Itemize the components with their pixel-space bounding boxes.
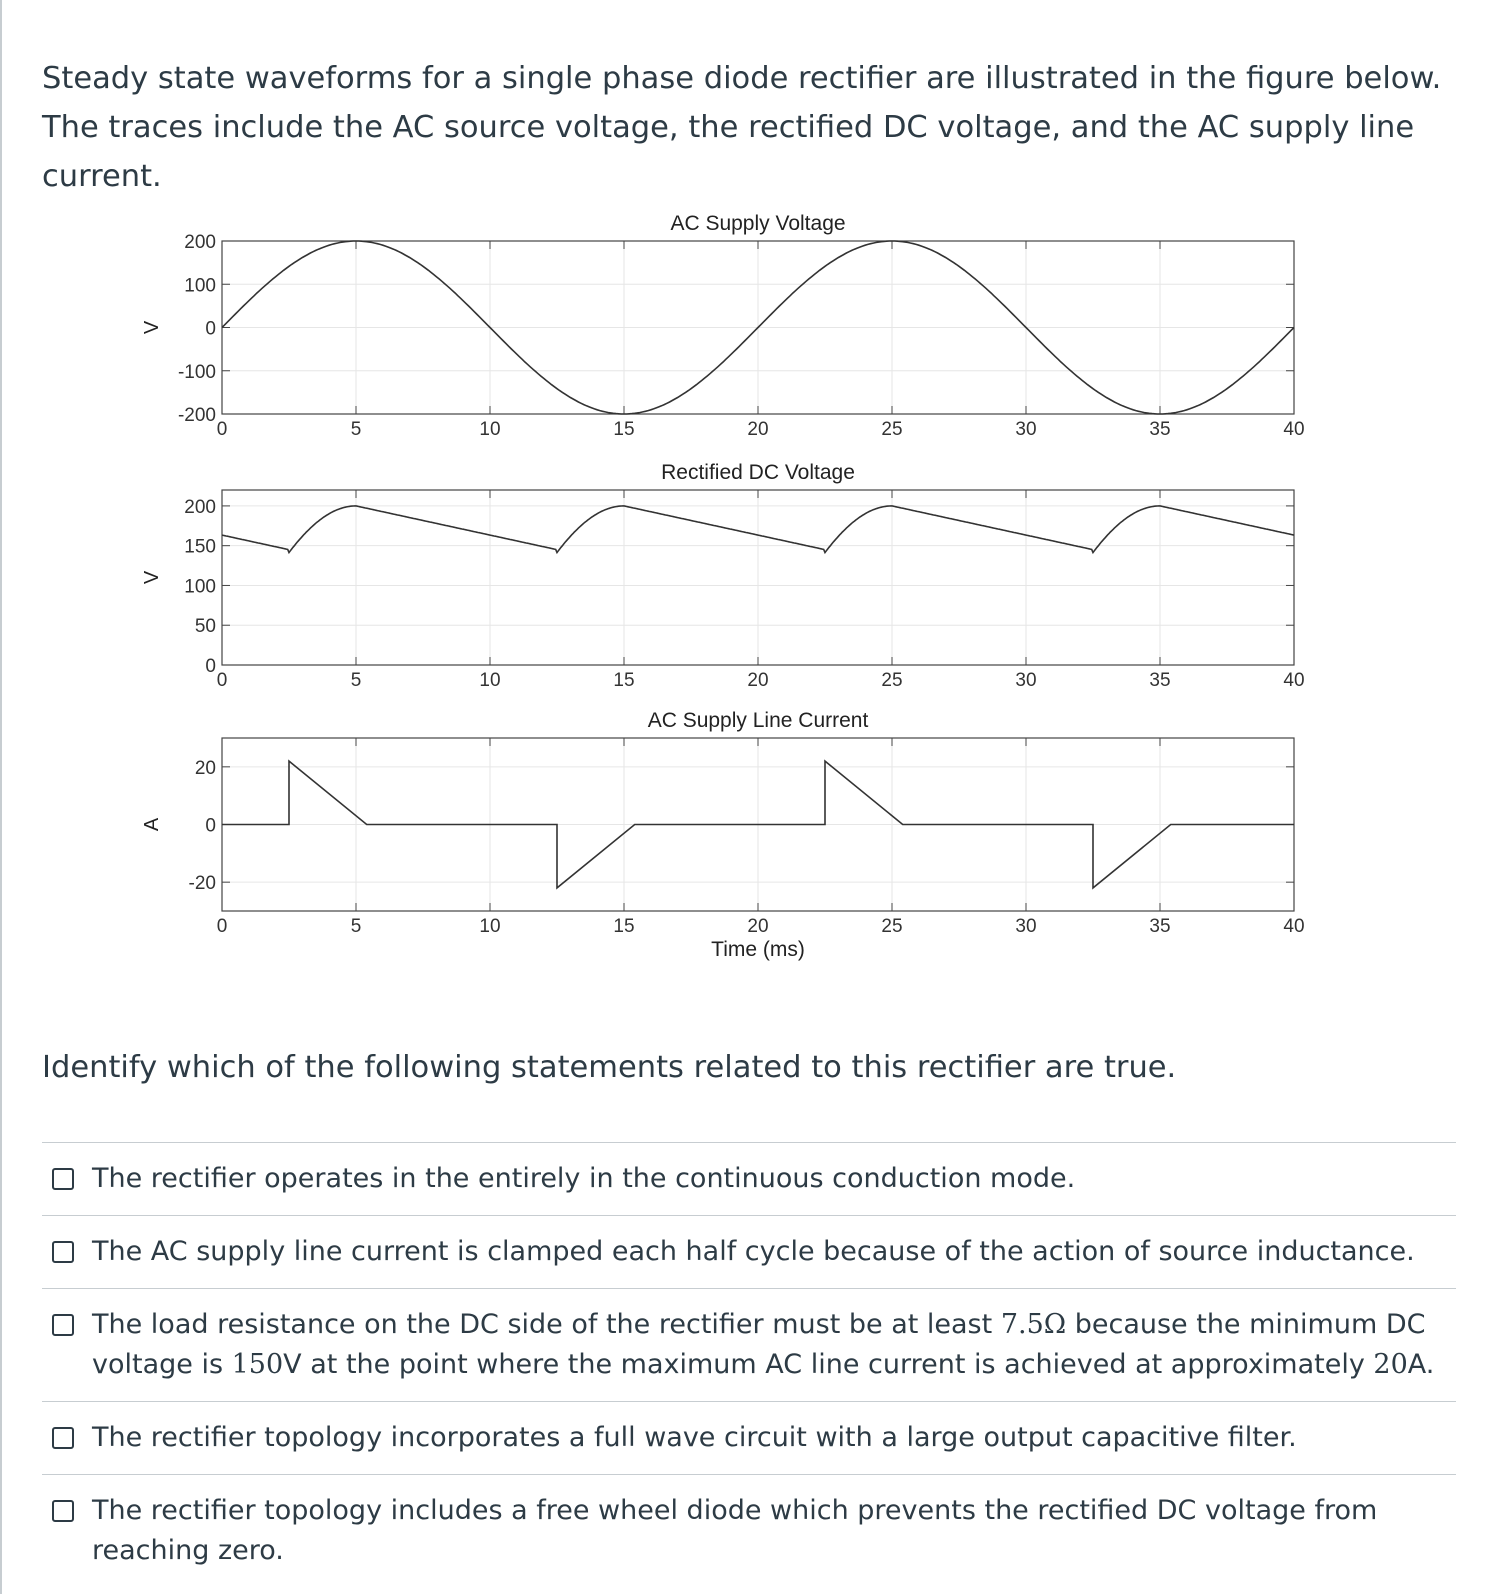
x-tick-label: 5 [350,670,362,691]
answer-option-3[interactable] [42,1288,1456,1401]
chart-title: AC Supply Voltage [670,212,846,235]
x-tick-label: 10 [479,419,501,440]
chart-title: Rectified DC Voltage [661,461,855,484]
x-tick-label: 20 [747,419,769,440]
x-tick-label: 25 [881,670,903,691]
y-tick-label: 150 [184,536,216,558]
x-tick-label: 0 [216,916,228,937]
question-prompt: Identify which of the following statements related to this rectifier are true. [42,1050,1177,1085]
y-tick-label: 50 [194,616,216,638]
question-intro: Steady state waveforms for a single phase diode rectifier are illustrated in the figure below. The traces include the AC source voltage, the rectified DC voltage, and the AC supply line current. [42,61,1442,194]
x-tick-label: 40 [1283,419,1305,440]
x-tick-label: 35 [1149,419,1171,440]
answer-checkbox[interactable] [52,1500,74,1522]
x-tick-label: 15 [613,670,635,691]
answer-option-5[interactable] [42,1474,1456,1587]
y-tick-label: 20 [194,757,216,779]
answer-text: The load resistance on the DC side of the rectifier must be at least 7.5Ω because the minimum DC voltage is 150V at the point where the maximum AC line current is achieved at approximately 20A. [92,1309,1435,1380]
answer-text: The rectifier topology includes a free wheel diode which prevents the rectified DC voltage from reaching zero. [92,1495,1378,1566]
answer-text: The rectifier topology incorporates a full wave circuit with a large output capacitive filter. [92,1422,1297,1453]
x-tick-label: 0 [216,419,228,440]
x-tick-label: 0 [216,670,228,691]
answer-checkbox[interactable] [52,1241,74,1263]
y-axis-label: V [141,320,163,335]
answer-checkbox[interactable] [52,1168,74,1190]
y-tick-label: -200 [177,405,216,426]
y-tick-label: 200 [184,232,216,253]
y-tick-label: -20 [188,873,216,895]
x-tick-label: 25 [881,419,903,440]
chart-panel-1 [141,212,1305,440]
x-tick-label: 15 [613,419,635,440]
x-tick-label: 5 [350,916,362,937]
answer-option-4[interactable] [42,1401,1456,1474]
x-tick-label: 35 [1149,670,1171,691]
x-tick-label: 40 [1283,916,1305,937]
waveform-figure [130,200,1330,990]
answer-option-2[interactable] [42,1215,1456,1288]
y-axis-label: V [141,570,163,585]
answer-option-1[interactable] [42,1142,1456,1215]
answer-checkbox[interactable] [52,1427,74,1449]
x-tick-label: 10 [479,670,501,691]
chart-panel-2 [141,461,1305,691]
answer-checkbox[interactable] [52,1314,74,1336]
x-tick-label: 30 [1015,670,1037,691]
chart-panel-3 [141,709,1305,961]
y-tick-label: 200 [184,496,216,518]
chart-title: AC Supply Line Current [647,709,869,732]
x-tick-label: 25 [881,916,903,937]
x-tick-label: 30 [1015,916,1037,937]
x-tick-label: 10 [479,916,501,937]
answer-text: The AC supply line current is clamped each half cycle because of the action of source inductance. [92,1236,1415,1267]
y-tick-label: 100 [184,275,216,297]
y-tick-label: -100 [177,361,216,383]
y-tick-label: 0 [205,656,216,677]
x-tick-label: 15 [613,916,635,937]
x-tick-label: 20 [747,916,769,937]
x-tick-label: 35 [1149,916,1171,937]
answer-text: The rectifier operates in the entirely in the continuous conduction mode. [92,1163,1076,1194]
y-tick-label: 100 [184,576,216,598]
y-tick-label: 0 [205,318,216,340]
x-tick-label: 40 [1283,670,1305,691]
y-tick-label: 0 [205,815,216,837]
x-tick-label: 30 [1015,419,1037,440]
x-axis-label: Time (ms) [711,938,805,961]
x-tick-label: 20 [747,670,769,691]
y-axis-label: A [141,817,163,832]
answer-list [42,1142,1456,1587]
x-tick-label: 5 [350,419,362,440]
